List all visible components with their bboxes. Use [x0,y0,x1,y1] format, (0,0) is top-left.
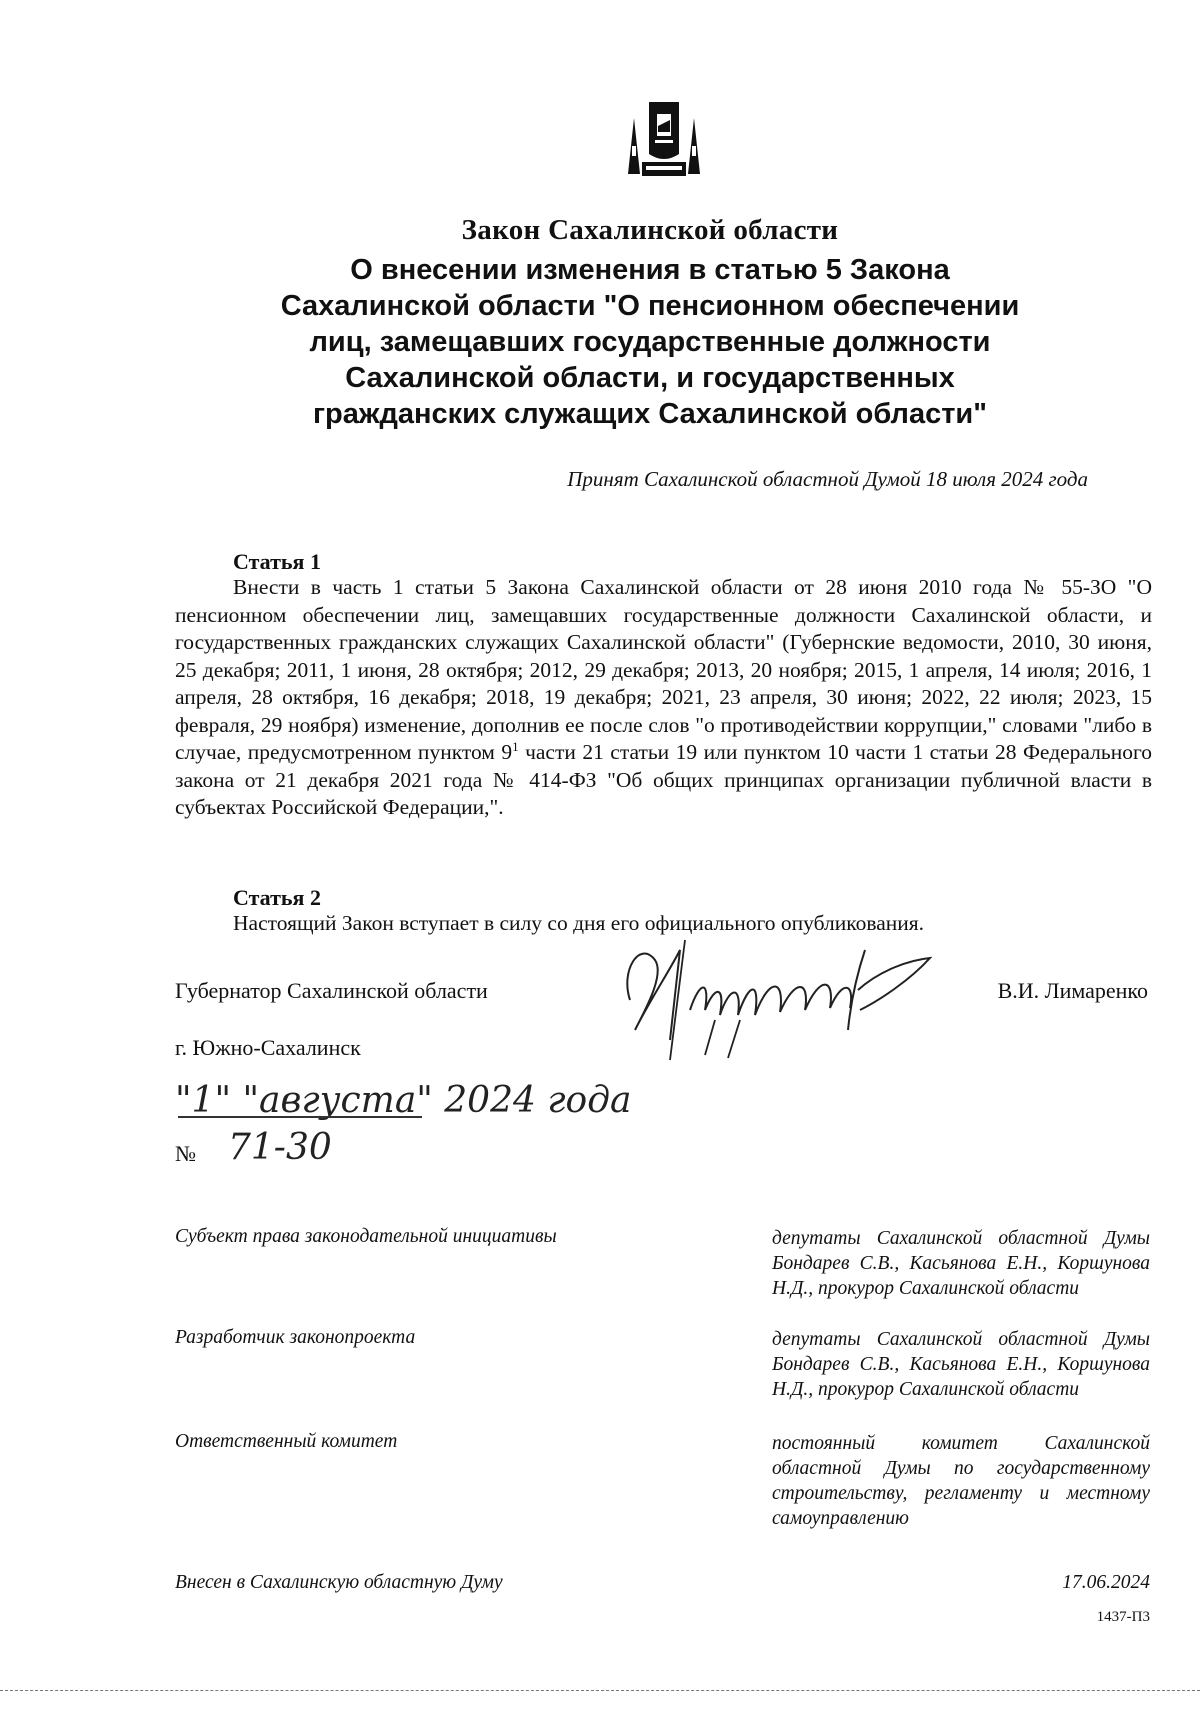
responsible-committee-value: постоянный комитет Сахалинской областной Думы по государственному строительству, регламенту и местному самоуправлению [772,1433,1150,1529]
handwritten-signature [610,930,940,1070]
law-heading-line: Сахалинской области "О пенсионном обеспечении [280,290,1020,322]
governor-title: Губернатор Сахалинской области [175,978,488,1003]
document-code: 1437-П3 [1096,1609,1150,1625]
superscript: 1 [512,738,519,754]
initiative-subject-value: депутаты Сахалинской областной Думы Бондарев С.В., Касьянова Е.Н., Коршунова Н.Д., прокурор Сахалинской области [772,1228,1150,1299]
adoption-statement: Принят Сахалинской областной Думой 18 июля 2024 года [567,467,1088,491]
handwritten-date: "1" "августа" 2024 года [175,1080,632,1121]
submitted-date: 17.06.2024 [1062,1572,1150,1593]
handwritten-number: 71-30 [228,1127,332,1168]
developer-value: депутаты Сахалинской областной Думы Бондарев С.В., Касьянова Е.Н., Коршунова Н.Д., прокурор Сахалинской области [772,1329,1150,1400]
developer-label: Разработчик законопроекта [175,1327,416,1348]
initiative-subject-label: Субъект права законодательной инициативы [175,1226,557,1247]
submitted-label: Внесен в Сахалинскую областную Думу [175,1572,503,1593]
article-1-text [175,574,1152,822]
law-heading-line: Сахалинской области, и государственных [345,362,955,394]
number-label: № [175,1141,196,1166]
coat-of-arms-emblem [624,98,704,180]
article-1-text-part: части 21 статьи 19 или пунктом 10 части 1 статьи 28 Федерального закона от 21 декабря 2021 года № 414-ФЗ "Об общих принципах организации публичной власти в субъектах Российской Федерации,". [175,740,1152,819]
article-2-text: Настоящий Закон вступает в силу со дня его официального опубликования. [233,911,925,935]
article-2-title: Статья 2 [233,885,321,910]
article-1-title: Статья 1 [233,549,321,574]
law-heading-line: О внесении изменения в статью 5 Закона [350,254,950,286]
law-title: Закон Сахалинской области [461,214,839,246]
city: г. Южно-Сахалинск [175,1035,361,1060]
law-heading-line: лиц, замещавших государственные должности [309,326,991,358]
scan-edge-line [0,1690,1200,1691]
date-underline [178,1116,422,1118]
law-heading [200,252,1100,432]
law-heading-line: гражданских служащих Сахалинской области" [312,398,988,430]
article-1-text-part: Внести в часть 1 статьи 5 Закона Сахалинской области от 28 июня 2010 года № 55-ЗО "О пенсионном обеспечении лиц, замещавших государственные должности Сахалинской области, и государственных гражданских служащих Сахалинской области" (Губернские ведомости, 2010, 30 июня, 25 декабря; 2011, 1 июня, 28 октября; 2012, 29 декабря; 2013, 20 ноября; 2015, 1 апреля, 14 июля; 2016, 1 апреля, 28 октября, 16 декабря; 2018, 19 декабря; 2021, 23 апреля, 30 июня; 2022, 22 июля; 2023, 15 февраля, 29 ноября) изменение, дополнив ее после слов "о противодействии коррупции," словами "либо в случае, предусмотренном пунктом 9 [175,575,1152,764]
governor-name: В.И. Лимаренко [997,978,1148,1003]
responsible-committee-label: Ответственный комитет [175,1431,398,1452]
